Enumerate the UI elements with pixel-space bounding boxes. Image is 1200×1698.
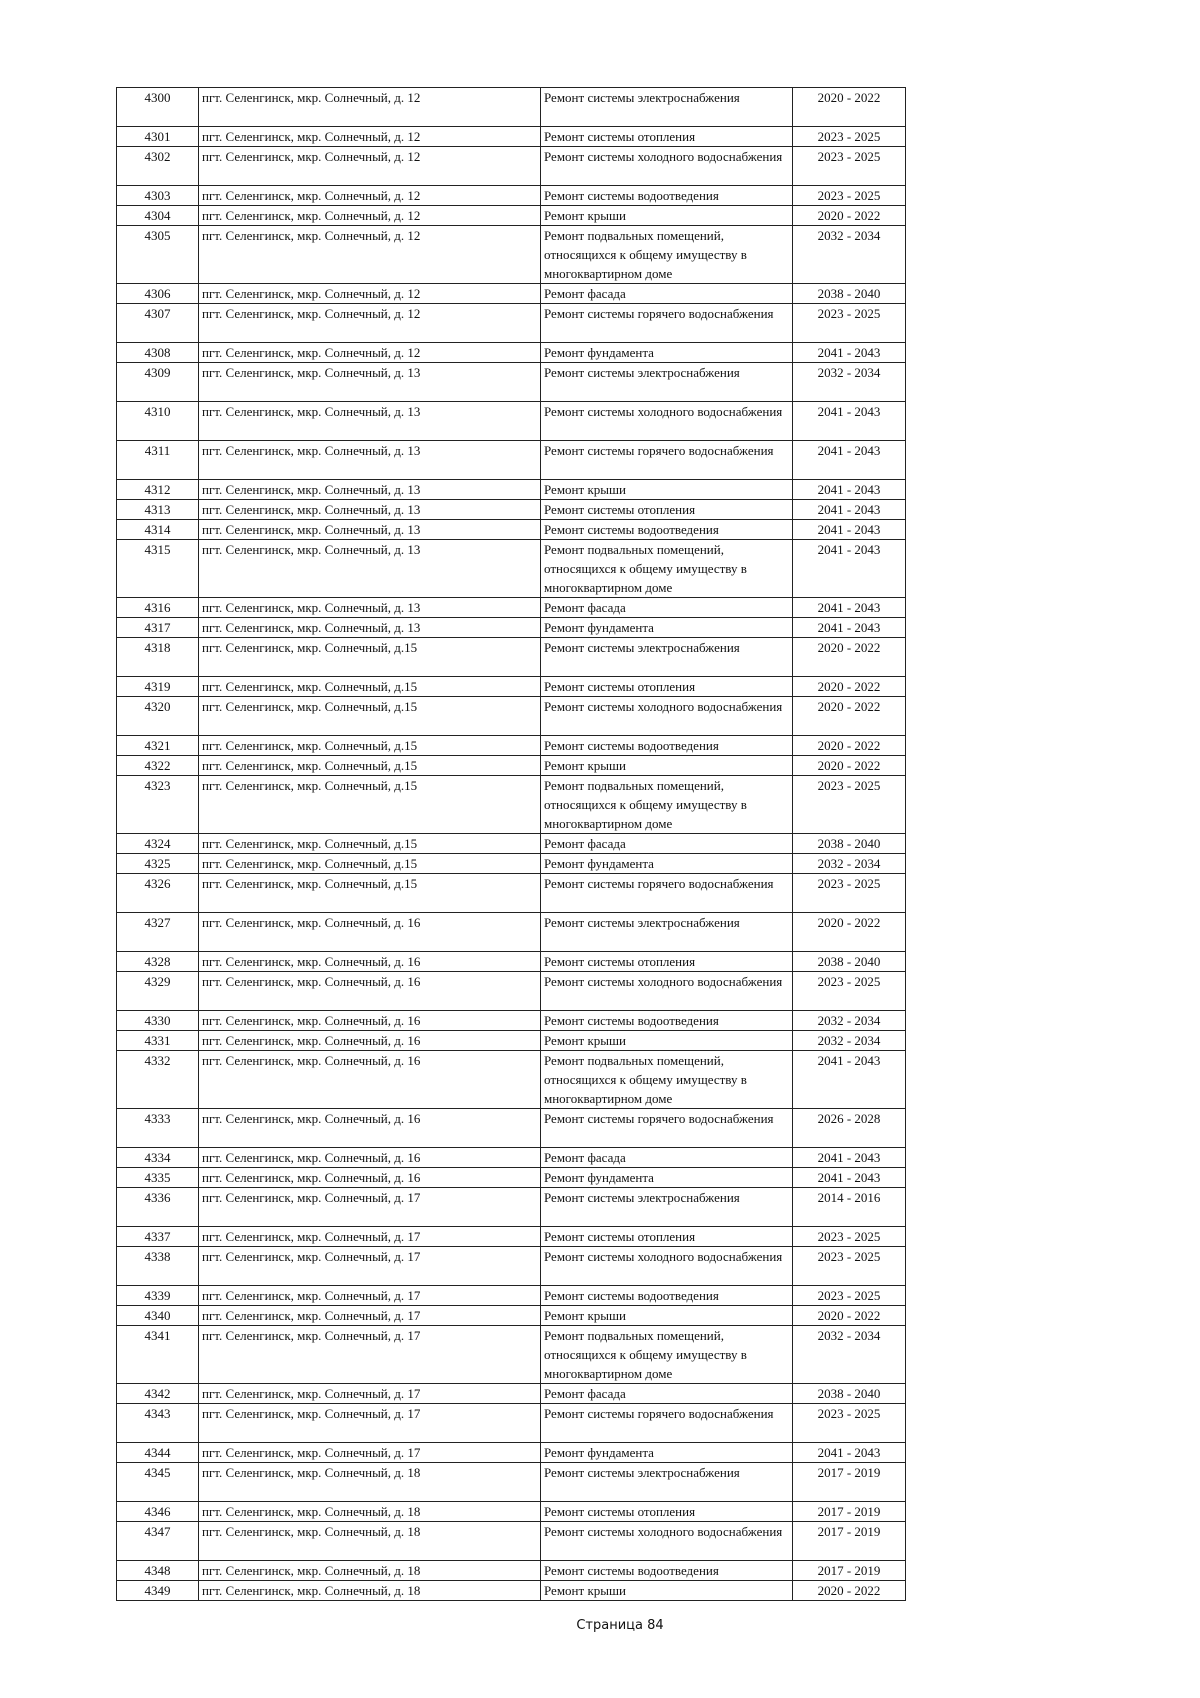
row-address-cell: пгт. Селенгинск, мкр. Солнечный, д. 17	[199, 1188, 541, 1227]
row-address-cell: пгт. Селенгинск, мкр. Солнечный, д. 18	[199, 1522, 541, 1561]
row-period-cell: 2041 - 2043	[793, 500, 906, 520]
row-period-cell: 2032 - 2034	[793, 1326, 906, 1384]
row-period-cell: 2023 - 2025	[793, 1247, 906, 1286]
row-id-cell: 4301	[117, 127, 199, 147]
row-work-type-cell: Ремонт крыши	[541, 1306, 793, 1326]
row-work-type-cell: Ремонт крыши	[541, 206, 793, 226]
table-row	[117, 834, 906, 854]
row-period-cell: 2023 - 2025	[793, 127, 906, 147]
row-address-cell: пгт. Селенгинск, мкр. Солнечный, д. 17	[199, 1306, 541, 1326]
row-period-cell: 2023 - 2025	[793, 304, 906, 343]
table-row	[117, 127, 906, 147]
row-period-cell: 2020 - 2022	[793, 756, 906, 776]
row-work-type-cell: Ремонт системы отопления	[541, 127, 793, 147]
row-address-cell: пгт. Селенгинск, мкр. Солнечный, д. 13	[199, 363, 541, 402]
row-id-cell: 4334	[117, 1148, 199, 1168]
row-work-type-cell: Ремонт фундамента	[541, 1168, 793, 1188]
row-period-cell: 2023 - 2025	[793, 186, 906, 206]
row-period-cell: 2038 - 2040	[793, 834, 906, 854]
row-id-cell: 4327	[117, 913, 199, 952]
row-address-cell: пгт. Селенгинск, мкр. Солнечный, д.15	[199, 854, 541, 874]
row-work-type-cell: Ремонт крыши	[541, 756, 793, 776]
row-address-cell: пгт. Селенгинск, мкр. Солнечный, д.15	[199, 677, 541, 697]
row-id-cell: 4328	[117, 952, 199, 972]
row-period-cell: 2038 - 2040	[793, 284, 906, 304]
row-work-type-cell: Ремонт системы электроснабжения	[541, 363, 793, 402]
table-row	[117, 618, 906, 638]
table-row	[117, 1227, 906, 1247]
row-address-cell: пгт. Селенгинск, мкр. Солнечный, д. 12	[199, 304, 541, 343]
row-id-cell: 4337	[117, 1227, 199, 1247]
row-period-cell: 2041 - 2043	[793, 540, 906, 598]
row-id-cell: 4303	[117, 186, 199, 206]
row-id-cell: 4338	[117, 1247, 199, 1286]
row-address-cell: пгт. Селенгинск, мкр. Солнечный, д.15	[199, 776, 541, 834]
row-work-type-cell: Ремонт фасада	[541, 598, 793, 618]
row-period-cell: 2020 - 2022	[793, 206, 906, 226]
row-period-cell: 2023 - 2025	[793, 1227, 906, 1247]
row-address-cell: пгт. Селенгинск, мкр. Солнечный, д. 12	[199, 127, 541, 147]
row-address-cell: пгт. Селенгинск, мкр. Солнечный, д. 13	[199, 520, 541, 540]
row-id-cell: 4325	[117, 854, 199, 874]
table-row	[117, 638, 906, 677]
row-id-cell: 4343	[117, 1404, 199, 1443]
row-id-cell: 4321	[117, 736, 199, 756]
row-id-cell: 4310	[117, 402, 199, 441]
row-period-cell: 2032 - 2034	[793, 854, 906, 874]
row-address-cell: пгт. Селенгинск, мкр. Солнечный, д. 13	[199, 618, 541, 638]
table-row	[117, 1522, 906, 1561]
row-work-type-cell: Ремонт системы горячего водоснабжения	[541, 874, 793, 913]
page-number: Страница 84	[576, 1618, 664, 1633]
row-work-type-cell: Ремонт системы водоотведения	[541, 1561, 793, 1581]
row-period-cell: 2023 - 2025	[793, 972, 906, 1011]
row-address-cell: пгт. Селенгинск, мкр. Солнечный, д. 18	[199, 1502, 541, 1522]
row-period-cell: 2032 - 2034	[793, 226, 906, 284]
table-row	[117, 1011, 906, 1031]
row-id-cell: 4317	[117, 618, 199, 638]
row-period-cell: 2020 - 2022	[793, 736, 906, 756]
row-period-cell: 2041 - 2043	[793, 343, 906, 363]
row-period-cell: 2017 - 2019	[793, 1502, 906, 1522]
row-id-cell: 4332	[117, 1051, 199, 1109]
row-address-cell: пгт. Селенгинск, мкр. Солнечный, д. 13	[199, 540, 541, 598]
row-id-cell: 4331	[117, 1031, 199, 1051]
row-address-cell: пгт. Селенгинск, мкр. Солнечный, д. 17	[199, 1404, 541, 1443]
row-work-type-cell: Ремонт системы электроснабжения	[541, 88, 793, 127]
row-id-cell: 4304	[117, 206, 199, 226]
row-work-type-cell: Ремонт системы холодного водоснабжения	[541, 402, 793, 441]
row-address-cell: пгт. Селенгинск, мкр. Солнечный, д.15	[199, 736, 541, 756]
table-row	[117, 304, 906, 343]
row-id-cell: 4305	[117, 226, 199, 284]
table-row	[117, 1502, 906, 1522]
row-address-cell: пгт. Селенгинск, мкр. Солнечный, д. 17	[199, 1247, 541, 1286]
capital-repair-table	[116, 87, 906, 1601]
row-work-type-cell: Ремонт системы горячего водоснабжения	[541, 304, 793, 343]
row-work-type-cell: Ремонт фасада	[541, 834, 793, 854]
table-row	[117, 343, 906, 363]
row-id-cell: 4316	[117, 598, 199, 618]
row-address-cell: пгт. Селенгинск, мкр. Солнечный, д.15	[199, 756, 541, 776]
table-row	[117, 1168, 906, 1188]
row-address-cell: пгт. Селенгинск, мкр. Солнечный, д.15	[199, 834, 541, 854]
row-period-cell: 2020 - 2022	[793, 638, 906, 677]
row-work-type-cell: Ремонт крыши	[541, 1581, 793, 1601]
row-period-cell: 2041 - 2043	[793, 402, 906, 441]
row-address-cell: пгт. Селенгинск, мкр. Солнечный, д. 16	[199, 1148, 541, 1168]
row-period-cell: 2026 - 2028	[793, 1109, 906, 1148]
row-work-type-cell: Ремонт фундамента	[541, 618, 793, 638]
row-address-cell: пгт. Селенгинск, мкр. Солнечный, д. 12	[199, 147, 541, 186]
row-work-type-cell: Ремонт фундамента	[541, 343, 793, 363]
row-id-cell: 4306	[117, 284, 199, 304]
table-body	[117, 88, 906, 1601]
row-id-cell: 4326	[117, 874, 199, 913]
row-id-cell: 4335	[117, 1168, 199, 1188]
row-period-cell: 2023 - 2025	[793, 1404, 906, 1443]
row-id-cell: 4344	[117, 1443, 199, 1463]
row-address-cell: пгт. Селенгинск, мкр. Солнечный, д. 16	[199, 1109, 541, 1148]
row-id-cell: 4324	[117, 834, 199, 854]
table-row	[117, 226, 906, 284]
row-work-type-cell: Ремонт системы водоотведения	[541, 186, 793, 206]
row-period-cell: 2032 - 2034	[793, 363, 906, 402]
row-work-type-cell: Ремонт системы электроснабжения	[541, 913, 793, 952]
row-address-cell: пгт. Селенгинск, мкр. Солнечный, д. 17	[199, 1384, 541, 1404]
row-id-cell: 4340	[117, 1306, 199, 1326]
row-id-cell: 4329	[117, 972, 199, 1011]
table-row	[117, 972, 906, 1011]
table-row	[117, 736, 906, 756]
row-id-cell: 4347	[117, 1522, 199, 1561]
row-period-cell: 2020 - 2022	[793, 697, 906, 736]
row-period-cell: 2041 - 2043	[793, 598, 906, 618]
row-work-type-cell: Ремонт системы водоотведения	[541, 1011, 793, 1031]
row-address-cell: пгт. Селенгинск, мкр. Солнечный, д. 16	[199, 913, 541, 952]
row-address-cell: пгт. Селенгинск, мкр. Солнечный, д. 13	[199, 402, 541, 441]
row-address-cell: пгт. Селенгинск, мкр. Солнечный, д. 12	[199, 343, 541, 363]
table-row	[117, 500, 906, 520]
row-work-type-cell: Ремонт системы горячего водоснабжения	[541, 1109, 793, 1148]
row-id-cell: 4308	[117, 343, 199, 363]
table-row	[117, 1051, 906, 1109]
row-period-cell: 2017 - 2019	[793, 1463, 906, 1502]
table-row	[117, 1031, 906, 1051]
table-row	[117, 480, 906, 500]
row-id-cell: 4346	[117, 1502, 199, 1522]
row-work-type-cell: Ремонт системы горячего водоснабжения	[541, 1404, 793, 1443]
row-id-cell: 4315	[117, 540, 199, 598]
table-row	[117, 756, 906, 776]
row-work-type-cell: Ремонт фундамента	[541, 1443, 793, 1463]
row-period-cell: 2041 - 2043	[793, 1148, 906, 1168]
row-id-cell: 4349	[117, 1581, 199, 1601]
row-address-cell: пгт. Селенгинск, мкр. Солнечный, д. 13	[199, 480, 541, 500]
row-id-cell: 4330	[117, 1011, 199, 1031]
row-period-cell: 2032 - 2034	[793, 1031, 906, 1051]
table-row	[117, 952, 906, 972]
row-id-cell: 4345	[117, 1463, 199, 1502]
row-work-type-cell: Ремонт системы электроснабжения	[541, 1188, 793, 1227]
row-work-type-cell: Ремонт системы электроснабжения	[541, 1463, 793, 1502]
row-address-cell: пгт. Селенгинск, мкр. Солнечный, д. 17	[199, 1443, 541, 1463]
row-work-type-cell: Ремонт системы водоотведения	[541, 736, 793, 756]
table-row	[117, 402, 906, 441]
row-period-cell: 2041 - 2043	[793, 1168, 906, 1188]
row-work-type-cell: Ремонт системы электроснабжения	[541, 638, 793, 677]
row-period-cell: 2032 - 2034	[793, 1011, 906, 1031]
table-row	[117, 1247, 906, 1286]
row-address-cell: пгт. Селенгинск, мкр. Солнечный, д. 12	[199, 186, 541, 206]
row-period-cell: 2041 - 2043	[793, 441, 906, 480]
row-id-cell: 4336	[117, 1188, 199, 1227]
row-address-cell: пгт. Селенгинск, мкр. Солнечный, д. 18	[199, 1561, 541, 1581]
table-row	[117, 1581, 906, 1601]
table-row	[117, 1463, 906, 1502]
table-row	[117, 854, 906, 874]
table-row	[117, 1188, 906, 1227]
row-address-cell: пгт. Селенгинск, мкр. Солнечный, д. 18	[199, 1581, 541, 1601]
table-row	[117, 1148, 906, 1168]
row-work-type-cell: Ремонт крыши	[541, 480, 793, 500]
row-address-cell: пгт. Селенгинск, мкр. Солнечный, д. 16	[199, 972, 541, 1011]
row-id-cell: 4300	[117, 88, 199, 127]
table-row	[117, 1404, 906, 1443]
row-work-type-cell: Ремонт фундамента	[541, 854, 793, 874]
row-period-cell: 2017 - 2019	[793, 1561, 906, 1581]
row-id-cell: 4333	[117, 1109, 199, 1148]
row-period-cell: 2020 - 2022	[793, 1306, 906, 1326]
row-work-type-cell: Ремонт системы холодного водоснабжения	[541, 697, 793, 736]
row-id-cell: 4342	[117, 1384, 199, 1404]
row-work-type-cell: Ремонт системы холодного водоснабжения	[541, 972, 793, 1011]
row-id-cell: 4313	[117, 500, 199, 520]
row-address-cell: пгт. Селенгинск, мкр. Солнечный, д.15	[199, 874, 541, 913]
row-address-cell: пгт. Селенгинск, мкр. Солнечный, д. 12	[199, 226, 541, 284]
row-id-cell: 4348	[117, 1561, 199, 1581]
table-row	[117, 147, 906, 186]
table-row	[117, 441, 906, 480]
row-address-cell: пгт. Селенгинск, мкр. Солнечный, д. 17	[199, 1227, 541, 1247]
table-row	[117, 1109, 906, 1148]
row-period-cell: 2020 - 2022	[793, 913, 906, 952]
row-id-cell: 4341	[117, 1326, 199, 1384]
row-id-cell: 4318	[117, 638, 199, 677]
table-row	[117, 520, 906, 540]
row-address-cell: пгт. Селенгинск, мкр. Солнечный, д. 13	[199, 500, 541, 520]
row-work-type-cell: Ремонт системы отопления	[541, 1227, 793, 1247]
row-id-cell: 4319	[117, 677, 199, 697]
row-id-cell: 4339	[117, 1286, 199, 1306]
row-period-cell: 2041 - 2043	[793, 618, 906, 638]
row-address-cell: пгт. Селенгинск, мкр. Солнечный, д. 17	[199, 1326, 541, 1384]
row-address-cell: пгт. Селенгинск, мкр. Солнечный, д. 16	[199, 952, 541, 972]
row-work-type-cell: Ремонт подвальных помещений, относящихся к общему имуществу в многоквартирном доме	[541, 226, 793, 284]
row-id-cell: 4311	[117, 441, 199, 480]
row-address-cell: пгт. Селенгинск, мкр. Солнечный, д. 16	[199, 1051, 541, 1109]
row-period-cell: 2041 - 2043	[793, 520, 906, 540]
row-id-cell: 4302	[117, 147, 199, 186]
row-period-cell: 2023 - 2025	[793, 147, 906, 186]
row-address-cell: пгт. Селенгинск, мкр. Солнечный, д. 16	[199, 1011, 541, 1031]
row-period-cell: 2020 - 2022	[793, 88, 906, 127]
row-work-type-cell: Ремонт системы горячего водоснабжения	[541, 441, 793, 480]
row-work-type-cell: Ремонт системы холодного водоснабжения	[541, 147, 793, 186]
row-id-cell: 4312	[117, 480, 199, 500]
row-work-type-cell: Ремонт системы холодного водоснабжения	[541, 1247, 793, 1286]
row-work-type-cell: Ремонт системы водоотведения	[541, 520, 793, 540]
row-period-cell: 2041 - 2043	[793, 480, 906, 500]
table-row	[117, 598, 906, 618]
table-row	[117, 1561, 906, 1581]
table-row	[117, 88, 906, 127]
row-address-cell: пгт. Селенгинск, мкр. Солнечный, д. 12	[199, 284, 541, 304]
table-row	[117, 874, 906, 913]
table-row	[117, 677, 906, 697]
row-period-cell: 2041 - 2043	[793, 1443, 906, 1463]
row-work-type-cell: Ремонт фасада	[541, 284, 793, 304]
row-id-cell: 4309	[117, 363, 199, 402]
table-row	[117, 697, 906, 736]
row-work-type-cell: Ремонт подвальных помещений, относящихся к общему имуществу в многоквартирном доме	[541, 1051, 793, 1109]
table-row	[117, 186, 906, 206]
row-id-cell: 4307	[117, 304, 199, 343]
row-id-cell: 4322	[117, 756, 199, 776]
row-address-cell: пгт. Селенгинск, мкр. Солнечный, д. 13	[199, 598, 541, 618]
table-row	[117, 913, 906, 952]
row-work-type-cell: Ремонт системы отопления	[541, 677, 793, 697]
row-period-cell: 2014 - 2016	[793, 1188, 906, 1227]
row-work-type-cell: Ремонт подвальных помещений, относящихся к общему имуществу в многоквартирном доме	[541, 540, 793, 598]
row-period-cell: 2041 - 2043	[793, 1051, 906, 1109]
row-work-type-cell: Ремонт системы холодного водоснабжения	[541, 1522, 793, 1561]
table-row	[117, 284, 906, 304]
row-period-cell: 2020 - 2022	[793, 677, 906, 697]
row-period-cell: 2038 - 2040	[793, 1384, 906, 1404]
table-row	[117, 540, 906, 598]
row-period-cell: 2038 - 2040	[793, 952, 906, 972]
row-address-cell: пгт. Селенгинск, мкр. Солнечный, д. 17	[199, 1286, 541, 1306]
row-period-cell: 2023 - 2025	[793, 1286, 906, 1306]
table-row	[117, 1443, 906, 1463]
table-row	[117, 776, 906, 834]
table-row	[117, 363, 906, 402]
row-work-type-cell: Ремонт крыши	[541, 1031, 793, 1051]
row-address-cell: пгт. Селенгинск, мкр. Солнечный, д.15	[199, 638, 541, 677]
row-id-cell: 4323	[117, 776, 199, 834]
row-work-type-cell: Ремонт системы водоотведения	[541, 1286, 793, 1306]
row-work-type-cell: Ремонт фасада	[541, 1148, 793, 1168]
row-id-cell: 4320	[117, 697, 199, 736]
row-period-cell: 2023 - 2025	[793, 776, 906, 834]
row-work-type-cell: Ремонт системы отопления	[541, 952, 793, 972]
row-address-cell: пгт. Селенгинск, мкр. Солнечный, д. 16	[199, 1031, 541, 1051]
row-work-type-cell: Ремонт фасада	[541, 1384, 793, 1404]
table-row	[117, 1286, 906, 1306]
row-address-cell: пгт. Селенгинск, мкр. Солнечный, д. 18	[199, 1463, 541, 1502]
table-row	[117, 206, 906, 226]
row-address-cell: пгт. Селенгинск, мкр. Солнечный, д.15	[199, 697, 541, 736]
table-row	[117, 1306, 906, 1326]
table-row	[117, 1326, 906, 1384]
row-address-cell: пгт. Селенгинск, мкр. Солнечный, д. 12	[199, 206, 541, 226]
row-address-cell: пгт. Селенгинск, мкр. Солнечный, д. 12	[199, 88, 541, 127]
row-work-type-cell: Ремонт подвальных помещений, относящихся к общему имуществу в многоквартирном доме	[541, 1326, 793, 1384]
row-work-type-cell: Ремонт системы отопления	[541, 1502, 793, 1522]
row-address-cell: пгт. Селенгинск, мкр. Солнечный, д. 13	[199, 441, 541, 480]
row-work-type-cell: Ремонт подвальных помещений, относящихся к общему имуществу в многоквартирном доме	[541, 776, 793, 834]
table-row	[117, 1384, 906, 1404]
row-work-type-cell: Ремонт системы отопления	[541, 500, 793, 520]
row-period-cell: 2017 - 2019	[793, 1522, 906, 1561]
row-id-cell: 4314	[117, 520, 199, 540]
row-period-cell: 2020 - 2022	[793, 1581, 906, 1601]
row-period-cell: 2023 - 2025	[793, 874, 906, 913]
row-address-cell: пгт. Селенгинск, мкр. Солнечный, д. 16	[199, 1168, 541, 1188]
